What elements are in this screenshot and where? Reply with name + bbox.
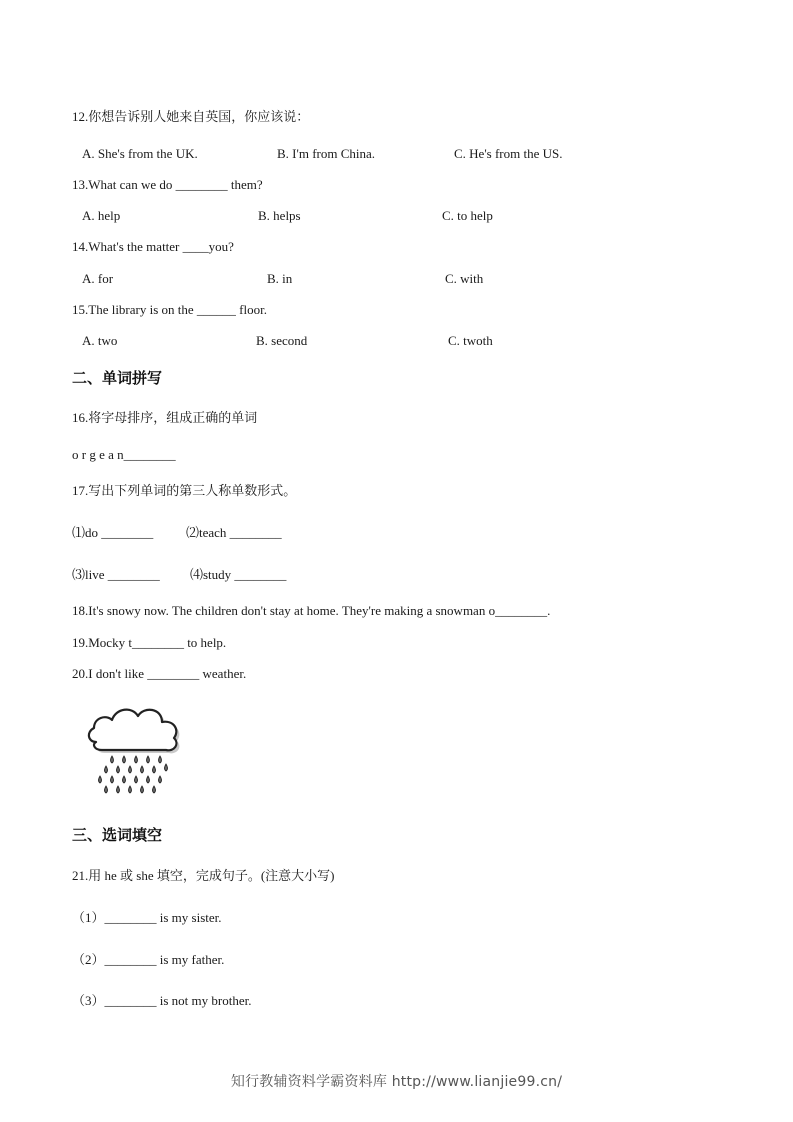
question-15-option-c[interactable]: C. twoth (448, 333, 493, 348)
question-12-option-b[interactable]: B. I'm from China. (277, 146, 376, 161)
question-21-item-1[interactable]: （1）________ is my sister. (72, 910, 222, 925)
question-13-stem: 13.What can we do ________ them? (72, 177, 263, 192)
question-18-stem[interactable]: 18.It's snowy now. The children don't stay at home. They're making a snowman o________. (72, 603, 551, 618)
question-14-option-b[interactable]: B. in (267, 271, 293, 286)
question-19-stem[interactable]: 19.Mocky t________ to help. (72, 635, 227, 650)
question-12-stem: 12.你想告诉别人她来自英国，你应该说： (72, 109, 310, 124)
question-13-option-b[interactable]: B. helps (258, 208, 301, 223)
question-21-stem: 21.用 he 或 she 填空，完成句子。(注意大小写) (72, 868, 335, 883)
footer-watermark[interactable]: 知行教辅资料学霸资料库 http://www.lianjie99.cn/ (230, 1074, 563, 1090)
question-17-item-4[interactable]: ⑷study ________ (190, 567, 287, 582)
section-3-title: 三、选词填空 (72, 826, 163, 844)
rain-cloud-icon (84, 698, 184, 798)
question-13-option-c[interactable]: C. to help (442, 208, 493, 223)
question-15-stem: 15.The library is on the ______ floor. (72, 302, 267, 317)
question-20-stem[interactable]: 20.I don't like ________ weather. (72, 666, 247, 681)
question-14-option-c[interactable]: C. with (445, 271, 484, 286)
question-12-option-a[interactable]: A. She's from the UK. (82, 146, 198, 161)
question-16-stem: 16.将字母排序，组成正确的单词 (72, 410, 258, 425)
question-12-option-c[interactable]: C. He's from the US. (454, 146, 563, 161)
question-14-option-a[interactable]: A. for (82, 271, 114, 286)
question-15-option-b[interactable]: B. second (256, 333, 308, 348)
section-2-title: 二、单词拼写 (72, 369, 163, 387)
question-21-item-3[interactable]: （3）________ is not my brother. (72, 993, 252, 1008)
question-17-item-2[interactable]: ⑵teach ________ (186, 525, 282, 540)
question-17-stem: 17.写出下列单词的第三人称单数形式。 (72, 483, 297, 498)
question-15-option-a[interactable]: A. two (82, 333, 118, 348)
question-17-item-3[interactable]: ⑶live ________ (72, 567, 160, 582)
question-17-item-1[interactable]: ⑴do ________ (72, 525, 154, 540)
question-21-item-2[interactable]: （2）________ is my father. (72, 952, 225, 967)
question-16-letters[interactable]: o r g e a n________ (72, 447, 176, 462)
question-13-option-a[interactable]: A. help (82, 208, 121, 223)
question-14-stem: 14.What's the matter ____you? (72, 239, 234, 254)
